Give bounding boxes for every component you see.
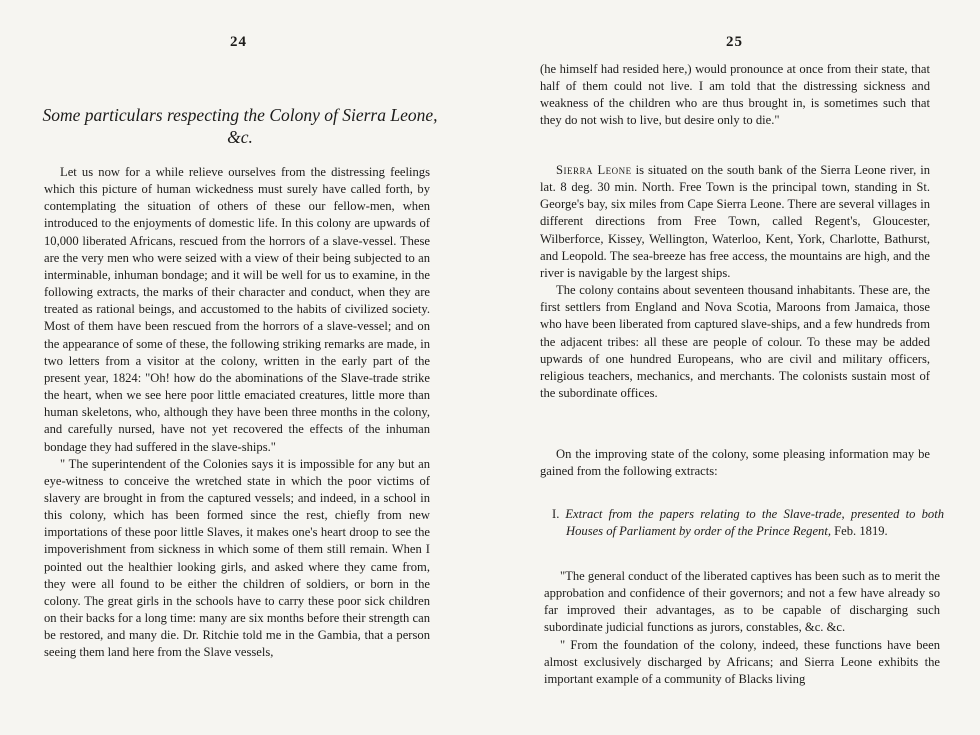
paragraph-text: is situated on the south bank of the Sierra Leone river, in lat. 8 deg. 30 min. North. Free Town is the principal town, standing in St. George's bay, six miles from Cape Sierra Leone. There are several villages in different directions from Free Town, called Regent's, Gloucester, Wilberforce, Kissey, Wellington, Waterloo, Kent, York, Charlotte, Bathurst, and Leopold. The sea-breeze has free access, the mountains are high, and the river is navigable by the largest ships. xyxy=(540,163,931,280)
extract-number: I. xyxy=(552,507,560,521)
extract-heading-text: Extract from the papers relating to the Slave-trade, presented to both Houses of Parliament by order of the Prince Regent, xyxy=(565,507,944,539)
extract-date: Feb. 1819. xyxy=(834,524,888,539)
improving-text xyxy=(540,446,930,480)
extract-quote xyxy=(544,568,940,688)
paragraph: The colony contains about seventeen thousand inhabitants. These are, the first settlers from England and Nova Scotia, Maroons from Jamaica, those who have been liberated from captured slave-ships, and a few hundreds from the adjacent tribes: all these are people of colour. To these may be added upwards of one hundred Europeans, who are civil and military officers, religious teachers, mechanics, and merchants. The colonists sustain most of the subordinate offices. xyxy=(540,283,930,401)
section-title: Some particulars respecting the Colony of Sierra Leone, &c. xyxy=(42,105,438,147)
left-body-text xyxy=(44,164,430,662)
page-number: 25 xyxy=(726,34,743,50)
colony-description xyxy=(540,162,930,402)
page-number: 24 xyxy=(230,34,247,50)
continuation-text xyxy=(540,61,930,130)
paragraph: " The superintendent of the Colonies says it is impossible for any but an eye-witness to conceive the wretched state in which the poor victims of slavery are brought in from the captured vessels; and indeed, in a school in this colony, which has been formed since the rest, chiefly from new importations of these poor little Slaves, it makes one's heart droop to see the impoverishment from sickness in which some of them still remain. When I pointed out the healthier looking girls, and asked where they came from, they were all found to be either the children of soldiers, or born in the colony. The great girls in the schools have to carry these poor sick children on their backs for a long time: many are six months before their strength can be restored, and many die. Dr. Ritchie told me in the Gambia, that a person seeing them land here from the Slave vessels, xyxy=(44,456,430,660)
paragraph: On the improving state of the colony, some pleasing information may be gained from the following extracts: xyxy=(540,447,930,479)
paragraph: Let us now for a while relieve ourselves from the distressing feelings which this picture of human wickedness must surely have called forth, by contemplating the situation of others of these our fellow-men, when introduced to the enjoyments of domestic life. In this colony are upwards of 10,000 liberated Africans, rescued from the horrors of a slave-vessel. These are the very men who were seized with a view of their being subjected to an interminable, inhuman bondage; and it will be well for us to examine, in the following extracts, the marks of their character and conduct, when they are treated as rational beings, and accustomed to the habits of civilized society. Most of them have been rescued from the horrors of a slave-vessel; and on the appearance of some of these, the following striking remarks are made, in two letters from a visitor at the colony, written in the early part of the present year, 1824: "Oh! how do the abominations of the Slave-trade strike the heart, when we see here poor little emaciated creatures, little more than human skeletons, who, although they have been three months in the colony, and carefully nursed, have not yet recovered the effects of the inhuman bondage they had suffered in the slave-ships." xyxy=(44,165,430,454)
place-name: Sierra Leone xyxy=(556,163,632,177)
paragraph: (he himself had resided here,) would pronounce at once from their state, that half of them could not live. I am told that the distressing sickness and weakness of the children who are thus brought in, is sometimes such that they do not wish to live, but desire only to die." xyxy=(540,62,930,128)
extract-title xyxy=(552,506,944,540)
paragraph: " From the foundation of the colony, indeed, these functions have been almost exclusively discharged by Africans; and Sierra Leone exhibits the important example of a community of Blacks living xyxy=(544,637,940,686)
paragraph xyxy=(540,162,930,282)
extract-heading xyxy=(552,506,944,540)
right-page xyxy=(490,0,980,735)
paragraph: "The general conduct of the liberated captives has been such as to merit the approbation and confidence of their governors; and not a few have already so far improved their advantages, as to be capable of discharging such subordinate judicial functions as jurors, constables, &c. &c. xyxy=(544,569,940,635)
